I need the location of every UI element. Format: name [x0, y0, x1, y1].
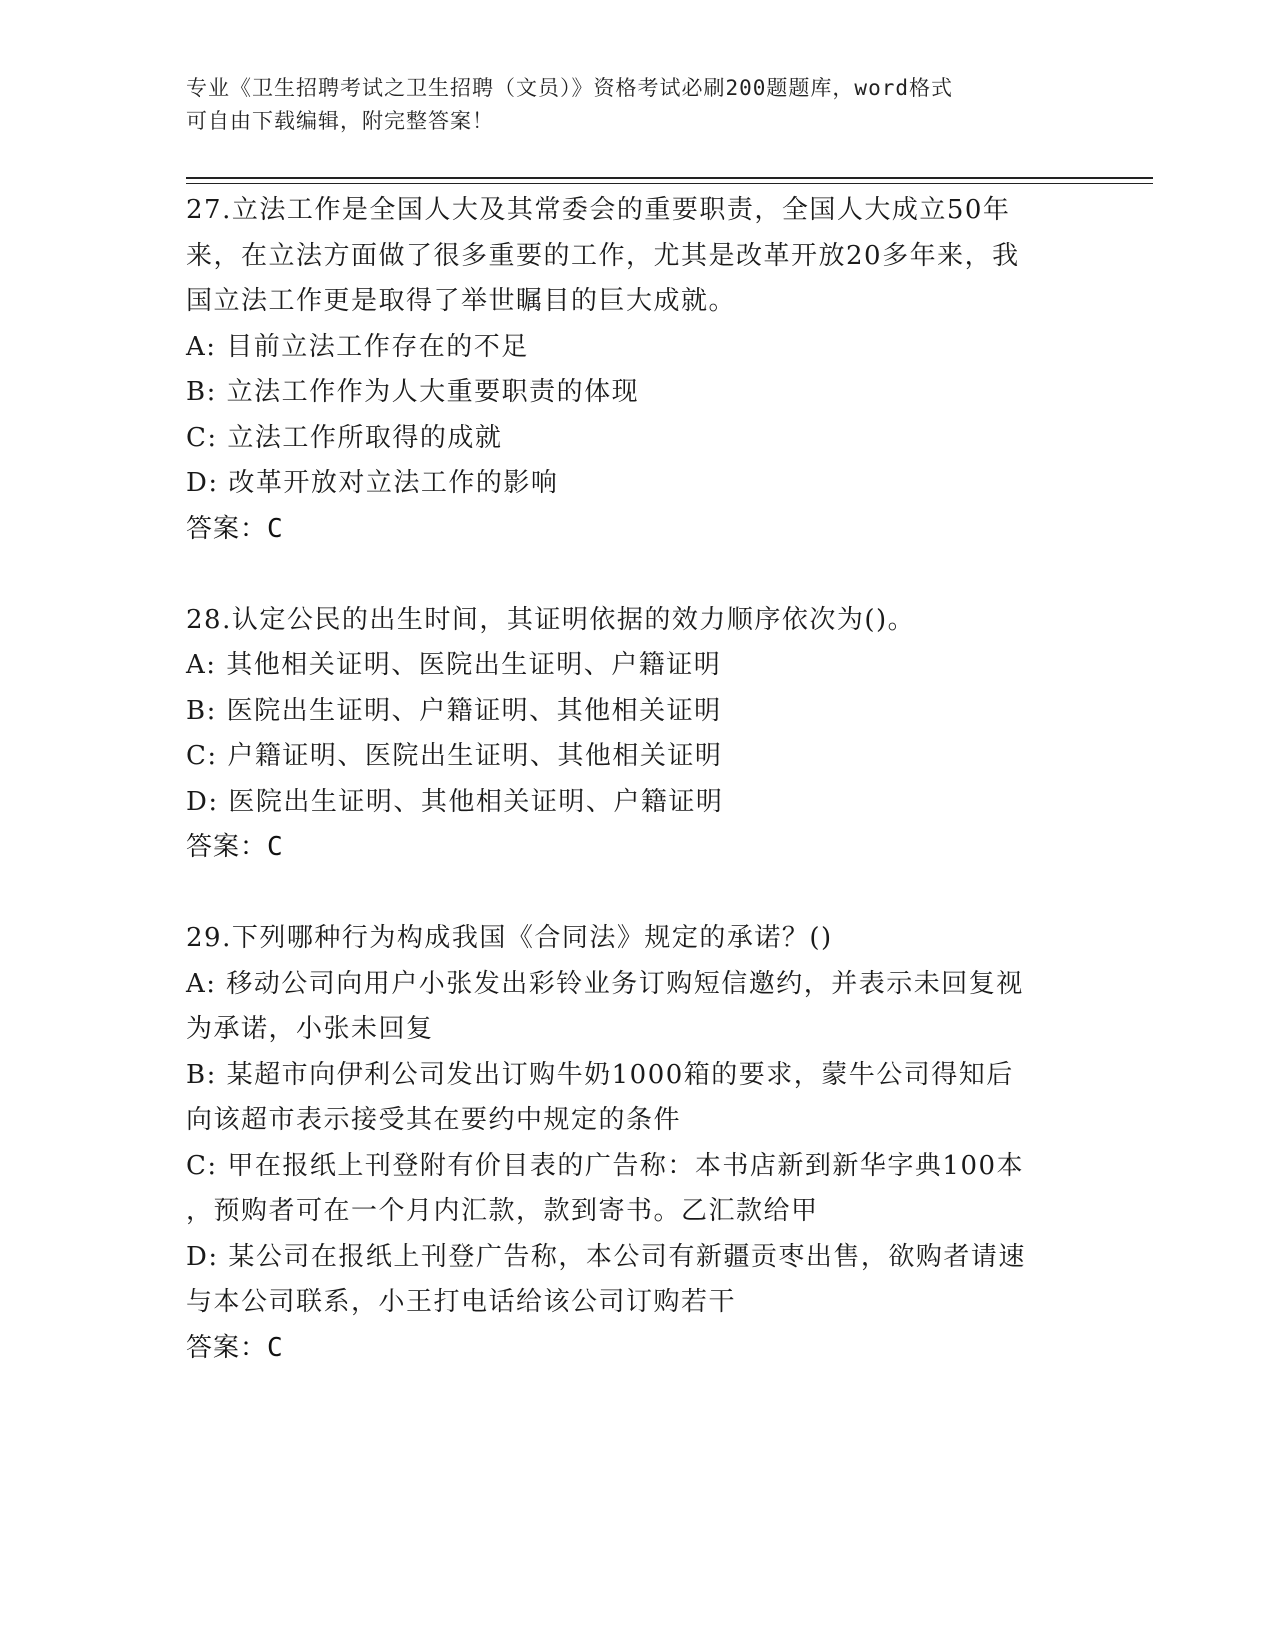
- question-spacer: [186, 871, 1086, 917]
- question-stem-line: 29.下列哪种行为构成我国《合同法》规定的承诺？(): [186, 923, 833, 953]
- header-line-1: 专业《卫生招聘考试之卫生招聘（文员）》资格考试必刷200题题库，word格式: [186, 76, 953, 100]
- document-header: [186, 72, 1066, 138]
- answer-value: C: [267, 1332, 284, 1363]
- option-c: C: 户籍证明、医院出生证明、其他相关证明: [186, 741, 723, 771]
- option-d: D: 医院出生证明、其他相关证明、户籍证明: [186, 786, 724, 817]
- answer-line: [186, 825, 1086, 871]
- option-b: B: 医院出生证明、户籍证明、其他相关证明: [186, 695, 722, 726]
- answer-value: C: [267, 513, 284, 544]
- question-29: [186, 916, 1086, 1371]
- question-list: [186, 188, 1086, 1371]
- answer-line: [186, 507, 1086, 553]
- question-stem-line: 国立法工作更是取得了举世瞩目的巨大成就。: [186, 286, 737, 316]
- question-28: [186, 598, 1086, 871]
- option-b-continued: 向该超市表示接受其在要约中规定的条件: [186, 1105, 682, 1135]
- option-d-continued: 与本公司联系，小王打电话给该公司订购若干: [186, 1287, 737, 1317]
- option-d: D: 某公司在报纸上刊登广告称，本公司有新疆贡枣出售，欲购者请速: [186, 1241, 1026, 1272]
- answer-value: C: [267, 832, 284, 862]
- question-stem-line: 28.认定公民的出生时间，其证明依据的效力顺序依次为()。: [186, 604, 916, 635]
- question-stem-line: 来，在立法方面做了很多重要的工作，尤其是改革开放20多年来，我: [186, 240, 1020, 271]
- option-a: A: 移动公司向用户小张发出彩铃业务订购短信邀约，并表示未回复视: [186, 968, 1024, 999]
- question-27: [186, 188, 1086, 552]
- question-stem-line: 27.立法工作是全国人大及其常委会的重要职责，全国人大成立50年: [186, 195, 1011, 225]
- answer-label: 答案：: [186, 513, 268, 544]
- option-d: D: 改革开放对立法工作的影响: [186, 468, 559, 498]
- header-divider-thin: [186, 183, 1153, 184]
- option-a-continued: 为承诺，小张未回复: [186, 1014, 434, 1044]
- answer-line: [186, 1326, 1086, 1372]
- answer-label: 答案：: [186, 1332, 268, 1363]
- header-divider-thick: [186, 177, 1153, 179]
- question-spacer: [186, 552, 1086, 598]
- option-a: A: 其他相关证明、医院出生证明、户籍证明: [186, 650, 722, 680]
- option-c: C: 甲在报纸上刊登附有价目表的广告称：本书店新到新华字典100本: [186, 1150, 1025, 1181]
- header-line-2: 可自由下载编辑，附完整答案！: [186, 109, 494, 133]
- answer-label: 答案：: [186, 832, 268, 862]
- option-c-continued: ，预购者可在一个月内汇款，款到寄书。乙汇款给甲: [186, 1196, 819, 1226]
- option-b: B: 某超市向伊利公司发出订购牛奶1000箱的要求，蒙牛公司得知后: [186, 1059, 1014, 1090]
- option-a: A: 目前立法工作存在的不足: [186, 331, 529, 362]
- option-b: B: 立法工作作为人大重要职责的体现: [186, 377, 640, 407]
- option-c: C: 立法工作所取得的成就: [186, 422, 503, 453]
